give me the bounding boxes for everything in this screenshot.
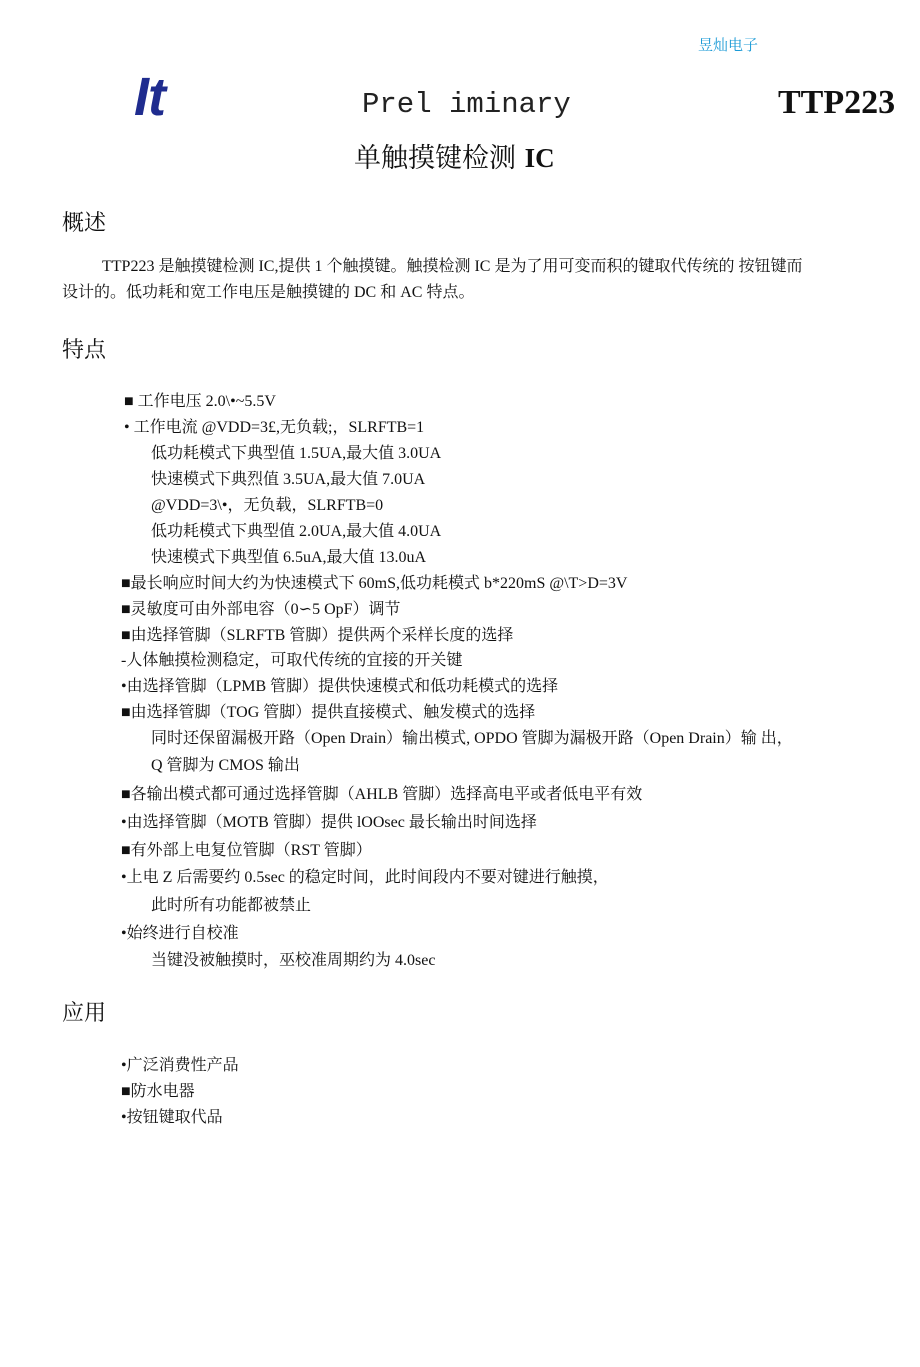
- overview-heading: 概述: [62, 211, 107, 236]
- overview-line-1: TTP223 是触摸键检测 IC,提供 1 个触摸键。触摸检测 IC 是为了用可变而积的键取代传统的 按钮键而: [102, 258, 803, 275]
- feature-item: • 工作电流 @VDD=3£,无负载;，SLRFTB=1: [124, 419, 425, 436]
- feature-item: •由选择管脚（LPMB 管脚）提供快速模式和低功耗模式的选择: [121, 678, 559, 695]
- document-status: Prel iminary: [362, 88, 571, 121]
- feature-item: ■由选择管脚（TOG 管脚）提供直接模式、触发模式的选择: [121, 704, 536, 721]
- brand-label: 昱灿电子: [698, 36, 759, 54]
- feature-item: •始终进行自校准: [121, 925, 239, 942]
- feature-item: •上电 Z 后需要约 0.5sec 的稳定时间，此时间段内不要对键进行触摸，: [121, 869, 609, 886]
- applications-heading: 应用: [62, 1001, 107, 1026]
- feature-subitem: 快速模式下典烈值 3.5UA,最大值 7.0UA: [151, 471, 426, 488]
- feature-subitem: 此时所有功能都被禁止: [151, 897, 312, 914]
- feature-item: ■由选择管脚（SLRFTB 管脚）提供两个采样长度的选择: [121, 627, 514, 644]
- feature-item: ■灵敏度可由外部电容（0∽5 OpF）调节: [121, 601, 401, 618]
- feature-subitem: 当键没被触摸时，巫校准周期约为 4.0sec: [151, 952, 436, 969]
- feature-subitem: 同时还保留漏极开路（Open Drain）输出模式, OPDO 管脚为漏极开路（Open Drain）输 出，: [151, 730, 793, 747]
- feature-subitem: Q 管脚为 CMOS 输出: [151, 757, 300, 774]
- overview-line-2: 设计的。低功耗和宽工作电压是触摸键的 DC 和 AC 特点。: [62, 284, 475, 301]
- application-item: •按钮键取代品: [121, 1109, 223, 1126]
- page-title-suffix: IC: [524, 143, 555, 173]
- overview-paragraph: [62, 254, 862, 306]
- feature-item: -人体触摸检测稳定，可取代传统的宜接的开关键: [121, 652, 463, 669]
- part-number: TTP223: [778, 84, 896, 121]
- feature-item: ■各输出模式都可通过选择管脚（AHLB 管脚）选择高电平或者低电平有效: [121, 786, 643, 803]
- feature-item: •由选择管脚（MOTB 管脚）提供 lOOsec 最长输出时间选择: [121, 814, 537, 831]
- feature-subitem: 低功耗模式下典型值 1.5UA,最大值 3.0UA: [151, 445, 442, 462]
- feature-subitem: 快速模式下典型值 6.5uA,最大值 13.0uA: [151, 549, 427, 566]
- feature-subitem: @VDD=3\•，无负载，SLRFTB=0: [151, 497, 384, 514]
- page-title: [354, 136, 555, 175]
- feature-item: ■最长响应时间大约为快速模式下 60mS,低功耗模式 b*220mS @\T>D=3V: [121, 575, 628, 592]
- application-item: ■防水电器: [121, 1083, 195, 1100]
- application-item: •广泛消费性产品: [121, 1057, 239, 1074]
- feature-subitem: 低功耗模式下典型值 2.0UA,最大值 4.0UA: [151, 523, 442, 540]
- features-heading: 特点: [62, 338, 107, 363]
- company-logo: It: [134, 67, 165, 127]
- feature-item: ■ 工作电压 2.0\•~5.5V: [124, 393, 276, 410]
- feature-item: ■有外部上电复位管脚（RST 管脚）: [121, 842, 372, 859]
- page-title-text: 单触摸键检测: [354, 143, 525, 174]
